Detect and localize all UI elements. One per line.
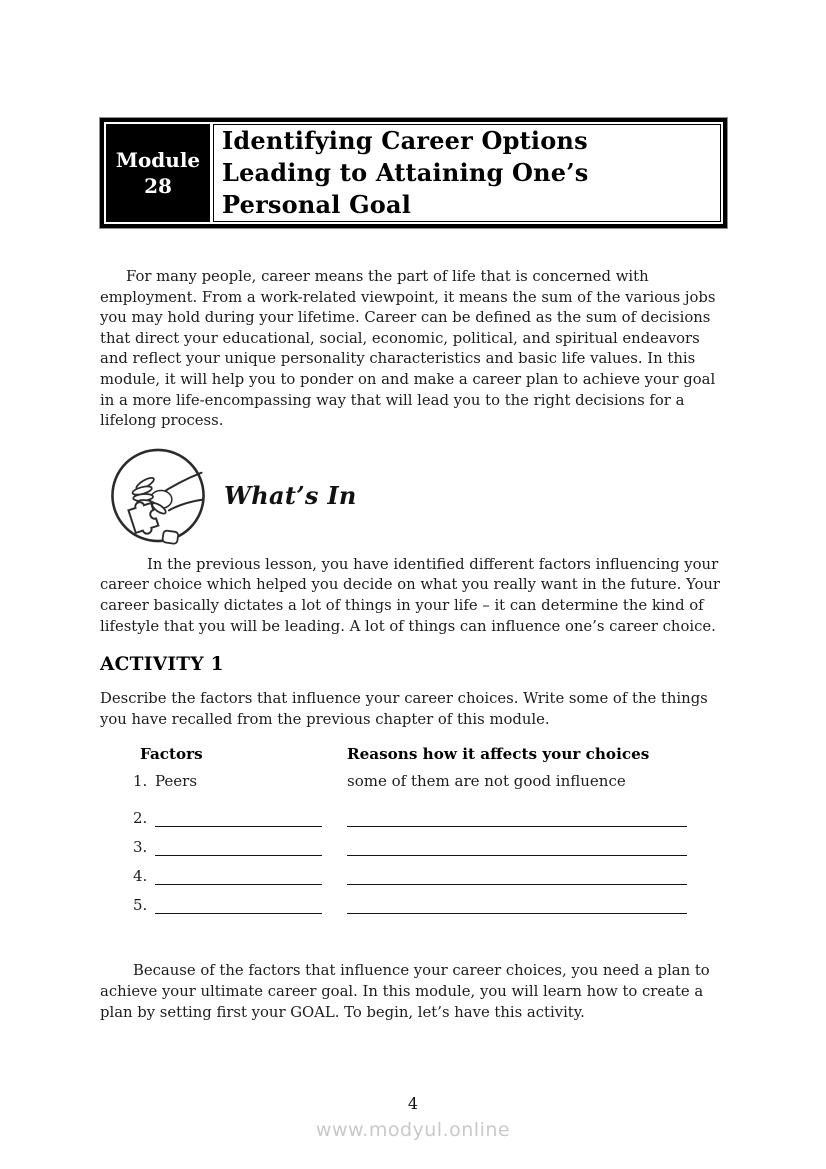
page-number: 4 — [407, 1094, 419, 1113]
table-row — [100, 772, 727, 798]
factor-blank-field — [155, 806, 347, 827]
row-number: 4. — [133, 867, 148, 886]
factor-blank-field — [155, 893, 347, 914]
blank-line — [347, 806, 687, 827]
blank-line — [347, 893, 687, 914]
closing-paragraph: Because of the factors that influence your career choices, you need a plan to achieve your ultimate career goal. In this module, you will learn how to create a plan by setting first your GOAL. To begin, let’s have this activity. — [100, 962, 710, 1021]
reason-blank-field — [347, 864, 727, 885]
reason-blank-field — [347, 835, 727, 856]
hand-puzzle-icon — [108, 446, 208, 545]
page-content — [100, 118, 727, 1023]
row-number: 2. — [133, 809, 148, 828]
whats-in-paragraph: In the previous lesson, you have identified different factors influencing your career choice which helped you decide on what you really want in the future. Your career basically dictates a lot of things in your life – it can determine the kind of lifestyle that you will be leading. A lot of things can influence one’s career choice. — [100, 555, 721, 635]
reason-blank-field — [347, 893, 727, 914]
whats-in-title: What’s In — [224, 480, 357, 510]
module-label: Module — [115, 148, 201, 172]
factor-blank-field — [155, 835, 347, 856]
module-number-cell — [106, 124, 210, 222]
module-title-cell — [213, 124, 721, 222]
blank-line — [155, 835, 322, 856]
module-title-line: Leading to Attaining One’s — [222, 158, 589, 187]
activity-instructions: Describe the factors that influence your career choices. Write some of the things you have recalled from the previous chapter of this module. — [100, 690, 708, 728]
blank-line — [155, 864, 322, 885]
module-title-line: Personal Goal — [222, 190, 412, 219]
reason-blank-field — [347, 806, 727, 827]
table-row — [100, 827, 727, 856]
row-number: 3. — [133, 838, 148, 857]
factor-value: Peers — [155, 772, 198, 791]
activity-table-header — [100, 745, 727, 763]
activity-heading: ACTIVITY 1 — [100, 654, 224, 676]
blank-line — [347, 835, 687, 856]
reason-value: some of them are not good influence — [347, 772, 626, 791]
table-row — [100, 798, 727, 827]
row-number: 1. — [133, 772, 148, 791]
column-header-factors: Factors — [140, 745, 203, 764]
table-row — [100, 856, 727, 885]
module-number: 28 — [144, 174, 172, 198]
whats-in-section — [100, 446, 727, 545]
module-title-line: Identifying Career Options — [222, 126, 588, 155]
blank-line — [155, 806, 322, 827]
column-header-reasons: Reasons how it affects your choices — [347, 745, 650, 764]
intro-paragraph: For many people, career means the part of life that is concerned with employment. From a work-related viewpoint, it means the sum of the various jobs you may hold during your lifetime. Career can be defined as the sum of decisions that direct your educational, social, economic, political, and spiritual endeavors and reflect your unique personality characteristics and basic life values. In this module, it will help you to ponder on and make a career plan to achieve your goal in a more life-encompassing way that will lead you to the right decisions for a lifelong process. — [100, 268, 716, 430]
factor-blank-field — [155, 864, 347, 885]
module-header-box — [100, 118, 727, 228]
watermark: www.modyul.online — [315, 1119, 511, 1141]
blank-line — [347, 864, 687, 885]
table-row — [100, 885, 727, 914]
blank-line — [155, 893, 322, 914]
row-number: 5. — [133, 896, 148, 915]
